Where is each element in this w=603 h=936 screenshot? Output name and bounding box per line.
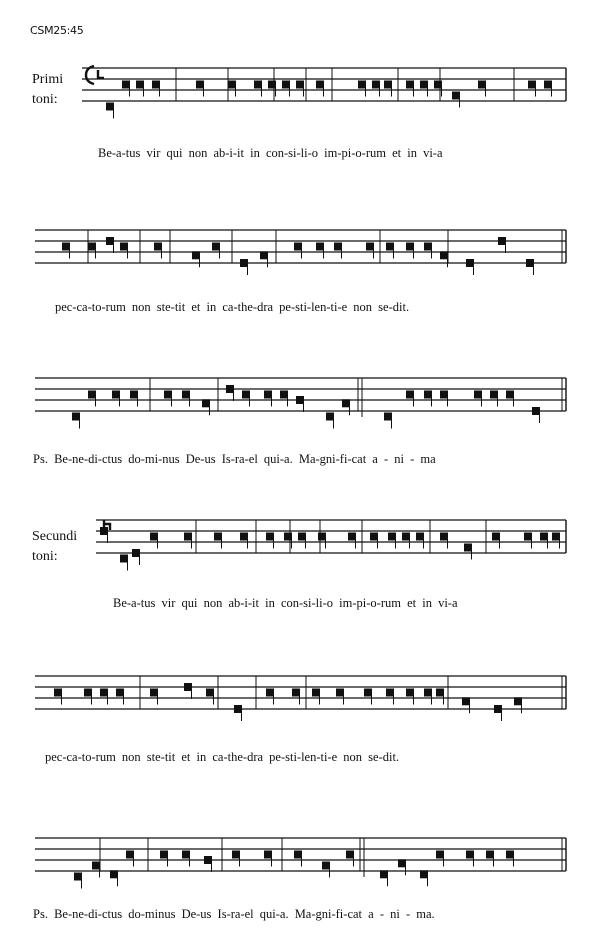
neume: [100, 689, 108, 697]
neume: [154, 243, 162, 251]
neume: [316, 81, 324, 89]
neume: [266, 689, 274, 697]
clef-icon: [86, 66, 104, 84]
neume: [436, 689, 444, 697]
neume: [398, 859, 406, 867]
neume: [292, 689, 300, 697]
neume: [384, 413, 392, 421]
neume: [280, 391, 288, 399]
neume: [202, 399, 210, 407]
neume: [492, 533, 500, 541]
neume: [226, 385, 234, 393]
neume: [364, 689, 372, 697]
neume: [136, 81, 144, 89]
neume: [54, 689, 62, 697]
staff-system-5: [0, 668, 603, 732]
neume: [298, 533, 306, 541]
neume: [358, 81, 366, 89]
neume: [416, 533, 424, 541]
neume: [264, 391, 272, 399]
neume: [184, 533, 192, 541]
neume: [498, 237, 506, 245]
neume: [552, 533, 560, 541]
neume: [424, 391, 432, 399]
neume: [296, 396, 304, 404]
neume: [126, 851, 134, 859]
neume: [296, 81, 304, 89]
neume: [266, 533, 274, 541]
neume: [402, 533, 410, 541]
neume: [464, 544, 472, 552]
mode-label-line: toni:: [32, 549, 58, 564]
neume: [532, 407, 540, 415]
neume: [88, 391, 96, 399]
neume: [312, 689, 320, 697]
neume: [478, 81, 486, 89]
neume: [326, 413, 334, 421]
neume: [346, 851, 354, 859]
neume: [182, 391, 190, 399]
neume: [386, 243, 394, 251]
neume: [384, 81, 392, 89]
neume: [336, 689, 344, 697]
neume: [370, 533, 378, 541]
neume: [526, 259, 534, 267]
neume: [106, 103, 114, 111]
neume: [486, 851, 494, 859]
neume: [74, 873, 82, 881]
neume: [182, 851, 190, 859]
neume: [264, 851, 272, 859]
neume: [316, 243, 324, 251]
neume: [122, 81, 130, 89]
neume: [440, 251, 448, 259]
neume: [506, 851, 514, 859]
neume: [452, 92, 460, 100]
neume: [62, 243, 70, 251]
neume: [242, 391, 250, 399]
staff-system-2: [0, 222, 603, 286]
neume: [196, 81, 204, 89]
neume: [294, 243, 302, 251]
neume: [206, 689, 214, 697]
staff-system-3: [0, 370, 603, 434]
staff-system-1: [0, 60, 603, 124]
neume: [420, 870, 428, 878]
neume: [214, 533, 222, 541]
neume: [232, 851, 240, 859]
neume: [318, 533, 326, 541]
lyric-line: pec-ca-to-rum non ste-tit et in ca-the-dra pe-sti-len-ti-e non se-dit.: [55, 300, 410, 314]
neume: [544, 81, 552, 89]
neume: [150, 689, 158, 697]
neume: [366, 243, 374, 251]
neume: [372, 81, 380, 89]
neume: [386, 689, 394, 697]
page-id: CSM25:45: [30, 24, 84, 37]
lyric-line: pec-ca-to-rum non ste-tit et in ca-the-dra pe-sti-len-ti-e non se-dit.: [45, 750, 400, 764]
neume: [212, 243, 220, 251]
neume: [514, 697, 522, 705]
neume: [462, 697, 470, 705]
neume: [92, 862, 100, 870]
neume: [160, 851, 168, 859]
neume: [436, 851, 444, 859]
neume: [116, 689, 124, 697]
staff-system-6: [0, 830, 603, 894]
neume: [110, 870, 118, 878]
neume: [406, 689, 414, 697]
neume: [88, 243, 96, 251]
neume: [540, 533, 548, 541]
neume: [72, 413, 80, 421]
neume: [192, 251, 200, 259]
neume: [184, 683, 192, 691]
neume: [528, 81, 536, 89]
neume: [294, 851, 302, 859]
neume: [388, 533, 396, 541]
neume: [284, 533, 292, 541]
neume: [268, 81, 276, 89]
neume: [524, 533, 532, 541]
staff-system-4: [0, 512, 603, 576]
neume: [424, 689, 432, 697]
neume: [228, 81, 236, 89]
neume: [106, 237, 114, 245]
lyric-line: Ps. Be-ne-di-ctus do-minus De-us Is-ra-el qui-a. Ma-gni-fi-cat a - ni - ma.: [33, 907, 435, 921]
neume: [322, 862, 330, 870]
neume: [490, 391, 498, 399]
neume: [406, 81, 414, 89]
lyric-line: Ps. Be-ne-di-ctus do-mi-nus De-us Is-ra-el qui-a. Ma-gni-fi-cat a - ni - ma: [33, 452, 436, 466]
neume: [342, 399, 350, 407]
neume: [334, 243, 342, 251]
mode-label-line: Primi: [32, 72, 64, 87]
neume: [466, 259, 474, 267]
neume: [260, 251, 268, 259]
neume: [440, 533, 448, 541]
neume: [234, 705, 242, 713]
neume: [120, 243, 128, 251]
neume: [406, 391, 414, 399]
neume: [466, 851, 474, 859]
lyric-line: Be-a-tus vir qui non ab-i-it in con-si-li-o im-pi-o-rum et in vi-a: [98, 146, 443, 160]
neume: [112, 391, 120, 399]
neume: [434, 81, 442, 89]
neume: [406, 243, 414, 251]
neume: [254, 81, 262, 89]
neume: [100, 527, 108, 535]
neume: [204, 856, 212, 864]
neume: [420, 81, 428, 89]
neume: [348, 533, 356, 541]
neume: [506, 391, 514, 399]
neume: [130, 391, 138, 399]
neume: [164, 391, 172, 399]
neume: [424, 243, 432, 251]
neume: [240, 533, 248, 541]
neume: [152, 81, 160, 89]
neume: [132, 549, 140, 557]
neume: [440, 391, 448, 399]
lyric-line: Be-a-tus vir qui non ab-i-it in con-si-li-o im-pi-o-rum et in vi-a: [113, 596, 458, 610]
neume: [150, 533, 158, 541]
neume: [380, 870, 388, 878]
mode-label-line: toni:: [32, 92, 58, 107]
neume: [84, 689, 92, 697]
neume: [240, 259, 248, 267]
neume: [474, 391, 482, 399]
neume: [494, 705, 502, 713]
neume: [282, 81, 290, 89]
neume: [120, 555, 128, 563]
mode-label-line: Secundi: [32, 529, 78, 544]
